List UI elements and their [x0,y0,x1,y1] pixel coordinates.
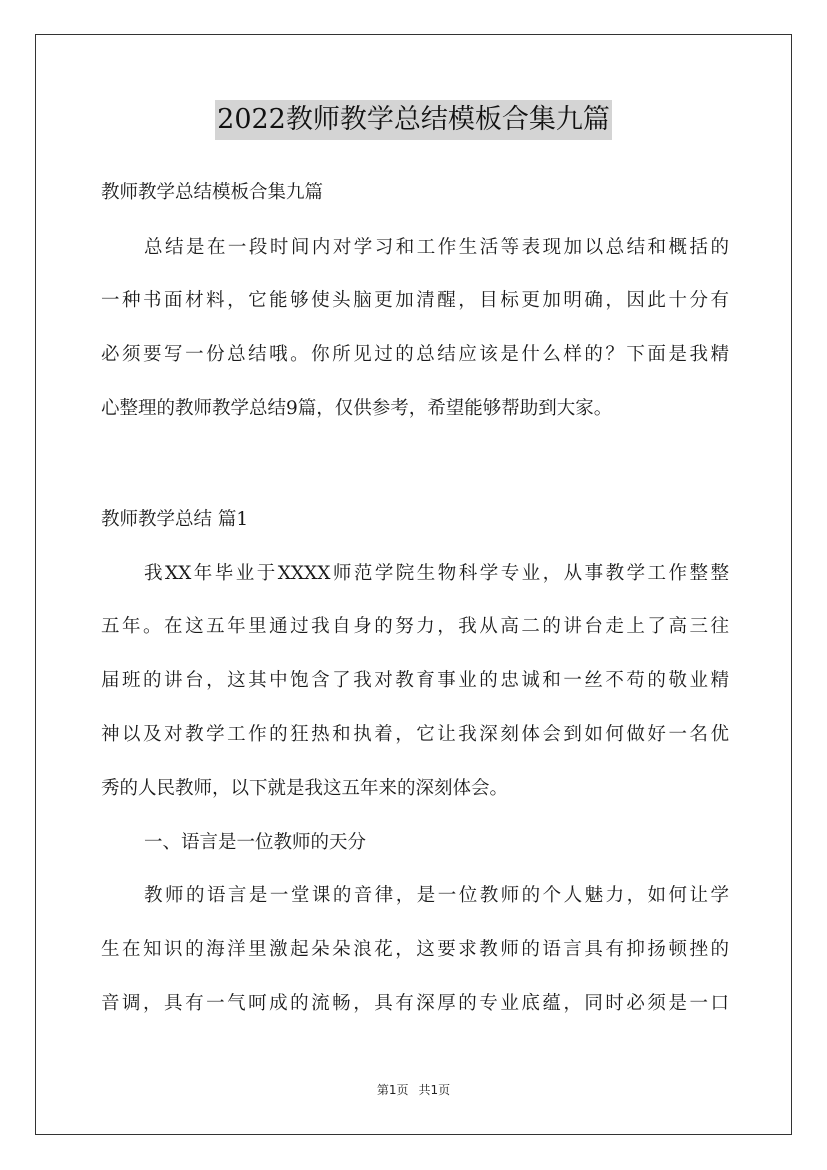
intro-line: 总结是在一段时间内对学习和工作生活等表现加以总结和概括的 [144,237,729,258]
title-wrapper [0,100,827,140]
section-line: 我XX年毕业于XXXX师范学院生物科学专业，从事教学工作整整 [144,563,729,584]
point-heading: 一、语言是一位教师的天分 [144,832,367,853]
section-line: 五年。在这五年里通过我自身的努力，我从高二的讲台走上了高三往 [101,616,729,637]
point-line: 教师的语言是一堂课的音律，是一位教师的个人魅力，如何让学 [144,885,729,906]
point-line: 生在知识的海洋里激起朵朵浪花，这要求教师的语言具有抑扬顿挫的 [101,939,729,960]
section-line: 秀的人民教师，以下就是我这五年来的深刻体会。 [101,778,509,799]
page-number: 第1页 [376,1083,409,1097]
section-line: 神以及对教学工作的狂热和执着，它让我深刻体会到如何做好一名优 [101,724,729,745]
document-title: 2022教师教学总结模板合集九篇 [215,100,612,140]
section-heading: 教师教学总结 篇1 [101,509,249,530]
page-total: 共1页 [418,1083,451,1097]
intro-line: 一种书面材料，它能够使头脑更加清醒，目标更加明确，因此十分有 [101,290,729,311]
intro-line: 必须要写一份总结哦。你所见过的总结应该是什么样的？下面是我精 [101,344,729,365]
intro-line: 心整理的教师教学总结9篇，仅供参考，希望能够帮助到大家。 [101,398,613,419]
point-line: 音调，具有一气呵成的流畅，具有深厚的专业底蕴，同时必须是一口 [101,993,729,1014]
document-subtitle: 教师教学总结模板合集九篇 [101,182,324,203]
section-line: 届班的讲台，这其中饱含了我对教育事业的忠诚和一丝不苟的敬业精 [101,670,729,691]
page-footer [0,1081,827,1098]
